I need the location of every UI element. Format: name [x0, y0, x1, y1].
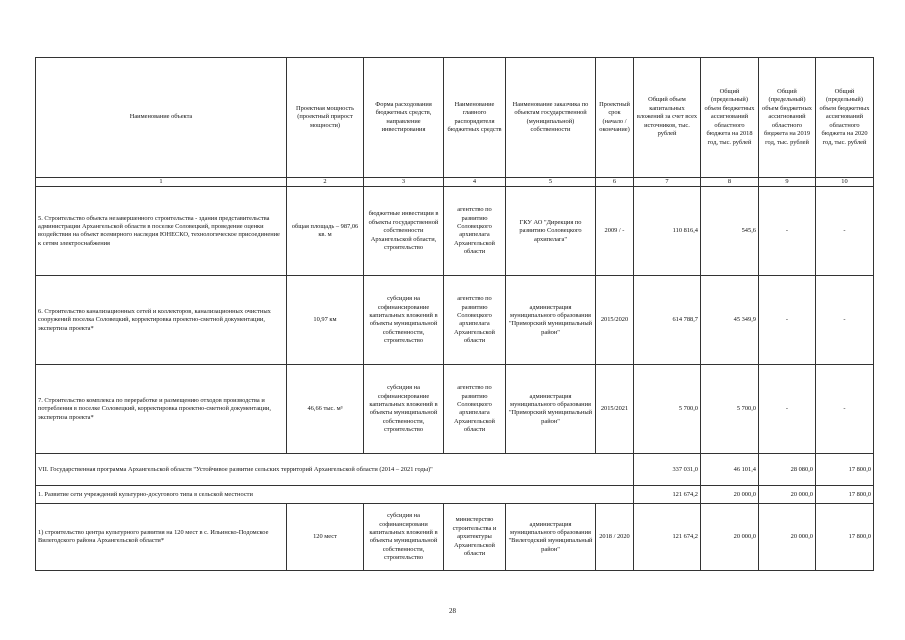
- cell-2018: 545,6: [701, 187, 759, 276]
- header-2018: Общий (предельный) объем бюджетных ассигнований областного бюджета на 2018 год, тыс. рублей: [701, 58, 759, 178]
- program-2018: 46 101,4: [701, 454, 759, 486]
- header-total: Общий объем капитальных вложений за счет всех источников, тыс. рублей: [634, 58, 701, 178]
- cell-distributor: министерство строительства и архитектуры Архангельской области: [444, 504, 506, 571]
- header-row: [36, 58, 874, 178]
- table-row: [36, 365, 874, 454]
- cell-2019: -: [759, 365, 816, 454]
- cell-customer: администрация муниципального образования "Приморский муниципальный район": [506, 276, 596, 365]
- column-number: 4: [444, 178, 506, 187]
- cell-form: бюджетные инвестиции в объекты государственной собственности Архангельской области, строительство: [364, 187, 444, 276]
- cell-2020: 17 800,0: [816, 504, 874, 571]
- table-row: [36, 187, 874, 276]
- cell-capacity: 120 мест: [287, 504, 364, 571]
- column-number: 8: [701, 178, 759, 187]
- cell-capacity: 46,66 тыс. м³: [287, 365, 364, 454]
- column-number: 2: [287, 178, 364, 187]
- cell-form: субсидия на софинансирование капитальных вложений в объекты муниципальной собственности, строительство: [364, 365, 444, 454]
- cell-term: 2015/2020: [596, 276, 634, 365]
- column-number: 7: [634, 178, 701, 187]
- column-number: 6: [596, 178, 634, 187]
- cell-2020: -: [816, 187, 874, 276]
- table-row: [36, 276, 874, 365]
- cell-2018: 45 349,9: [701, 276, 759, 365]
- cell-object-name: 1) строительство центра культурного развития на 120 мест в с. Ильинско-Подомское Вилегодского района Архангельской области*: [36, 504, 287, 571]
- column-number: 1: [36, 178, 287, 187]
- cell-customer: администрация муниципального образования "Вилегодский муниципальный район": [506, 504, 596, 571]
- header-form: Форма расходования бюджетных средств, направление инвестирования: [364, 58, 444, 178]
- section-2019: 20 000,0: [759, 486, 816, 504]
- header-capacity: Проектная мощность (проектный прирост мощности): [287, 58, 364, 178]
- column-number: 5: [506, 178, 596, 187]
- program-total: 337 031,0: [634, 454, 701, 486]
- cell-form: субсидия на софинансирование капитальных вложений в объекты муниципальной собственности, строительство: [364, 276, 444, 365]
- cell-2018: 20 000,0: [701, 504, 759, 571]
- cell-customer: ГКУ АО "Дирекция по развитию Соловецкого архипелага": [506, 187, 596, 276]
- cell-capacity: общая площадь – 987,06 кв. м: [287, 187, 364, 276]
- cell-2020: -: [816, 276, 874, 365]
- header-2019: Общий (предельный) объем бюджетных ассигнований областного бюджета на 2019 год, тыс. рублей: [759, 58, 816, 178]
- program-name: VII. Государственная программа Архангельской области "Устойчивое развитие сельских территорий Архангельской области (2014 – 2021 годы)": [36, 454, 634, 486]
- cell-2019: -: [759, 276, 816, 365]
- cell-total: 614 788,7: [634, 276, 701, 365]
- program-2019: 28 080,0: [759, 454, 816, 486]
- cell-term: 2018 / 2020: [596, 504, 634, 571]
- program-2020: 17 800,0: [816, 454, 874, 486]
- cell-distributor: агентство по развитию Соловецкого архипелага Архангельской области: [444, 365, 506, 454]
- cell-2019: 20 000,0: [759, 504, 816, 571]
- section-row: [36, 486, 874, 504]
- header-object-name: Наименование объекта: [36, 58, 287, 178]
- cell-object-name: 7. Строительство комплекса по переработке и размещению отходов производства и потребления в поселке Соловецкий, корректировка проектно-сметной документации, экспертиза проекта*: [36, 365, 287, 454]
- cell-total: 5 700,0: [634, 365, 701, 454]
- column-number-row: [36, 178, 874, 187]
- table-row: [36, 504, 874, 571]
- cell-object-name: 5. Строительство объекта незавершенного строительства - здания представительства администрации Архангельской области в поселке Соловецкий, проведение оценки воздействия на объект всемирного наследия ЮНЕСКО, технологическое присоединение к сетям электроснабжения: [36, 187, 287, 276]
- cell-2020: -: [816, 365, 874, 454]
- program-row: [36, 454, 874, 486]
- column-number: 9: [759, 178, 816, 187]
- cell-form: субсидия на софинансировани капитальных вложений в объекты муниципальной собственности, строительство: [364, 504, 444, 571]
- cell-distributor: агентство по развитию Соловецкого архипелага Архангельской области: [444, 187, 506, 276]
- cell-object-name: 6. Строительство канализационных сетей и коллекторов, канализационных очистных сооружений поселка Соловецкий, корректировка проектно-сметной документации, экспертиза проекта*: [36, 276, 287, 365]
- cell-distributor: агентство по развитию Соловецкого архипелага Архангельской области: [444, 276, 506, 365]
- cell-2018: 5 700,0: [701, 365, 759, 454]
- header-customer: Наименование заказчика по объектам государственной (муниципальной) собственности: [506, 58, 596, 178]
- section-total: 121 674,2: [634, 486, 701, 504]
- cell-total: 110 816,4: [634, 187, 701, 276]
- page-number: 28: [449, 607, 456, 615]
- column-number: 3: [364, 178, 444, 187]
- cell-capacity: 10,97 км: [287, 276, 364, 365]
- header-distributor: Наименование главного распорядителя бюджетных средств: [444, 58, 506, 178]
- section-2018: 20 000,0: [701, 486, 759, 504]
- cell-term: 2009 / -: [596, 187, 634, 276]
- cell-2019: -: [759, 187, 816, 276]
- section-name: 1. Развитие сети учреждений культурно-досугового типа в сельской местности: [36, 486, 634, 504]
- cell-customer: администрация муниципального образования "Приморский муниципальный район": [506, 365, 596, 454]
- investment-table: [35, 57, 874, 571]
- header-term: Проектный срок (начало / окончание): [596, 58, 634, 178]
- header-2020: Общий (предельный) объем бюджетных ассигнований областного бюджета на 2020 год, тыс. рублей: [816, 58, 874, 178]
- section-2020: 17 800,0: [816, 486, 874, 504]
- cell-term: 2015/2021: [596, 365, 634, 454]
- column-number: 10: [816, 178, 874, 187]
- cell-total: 121 674,2: [634, 504, 701, 571]
